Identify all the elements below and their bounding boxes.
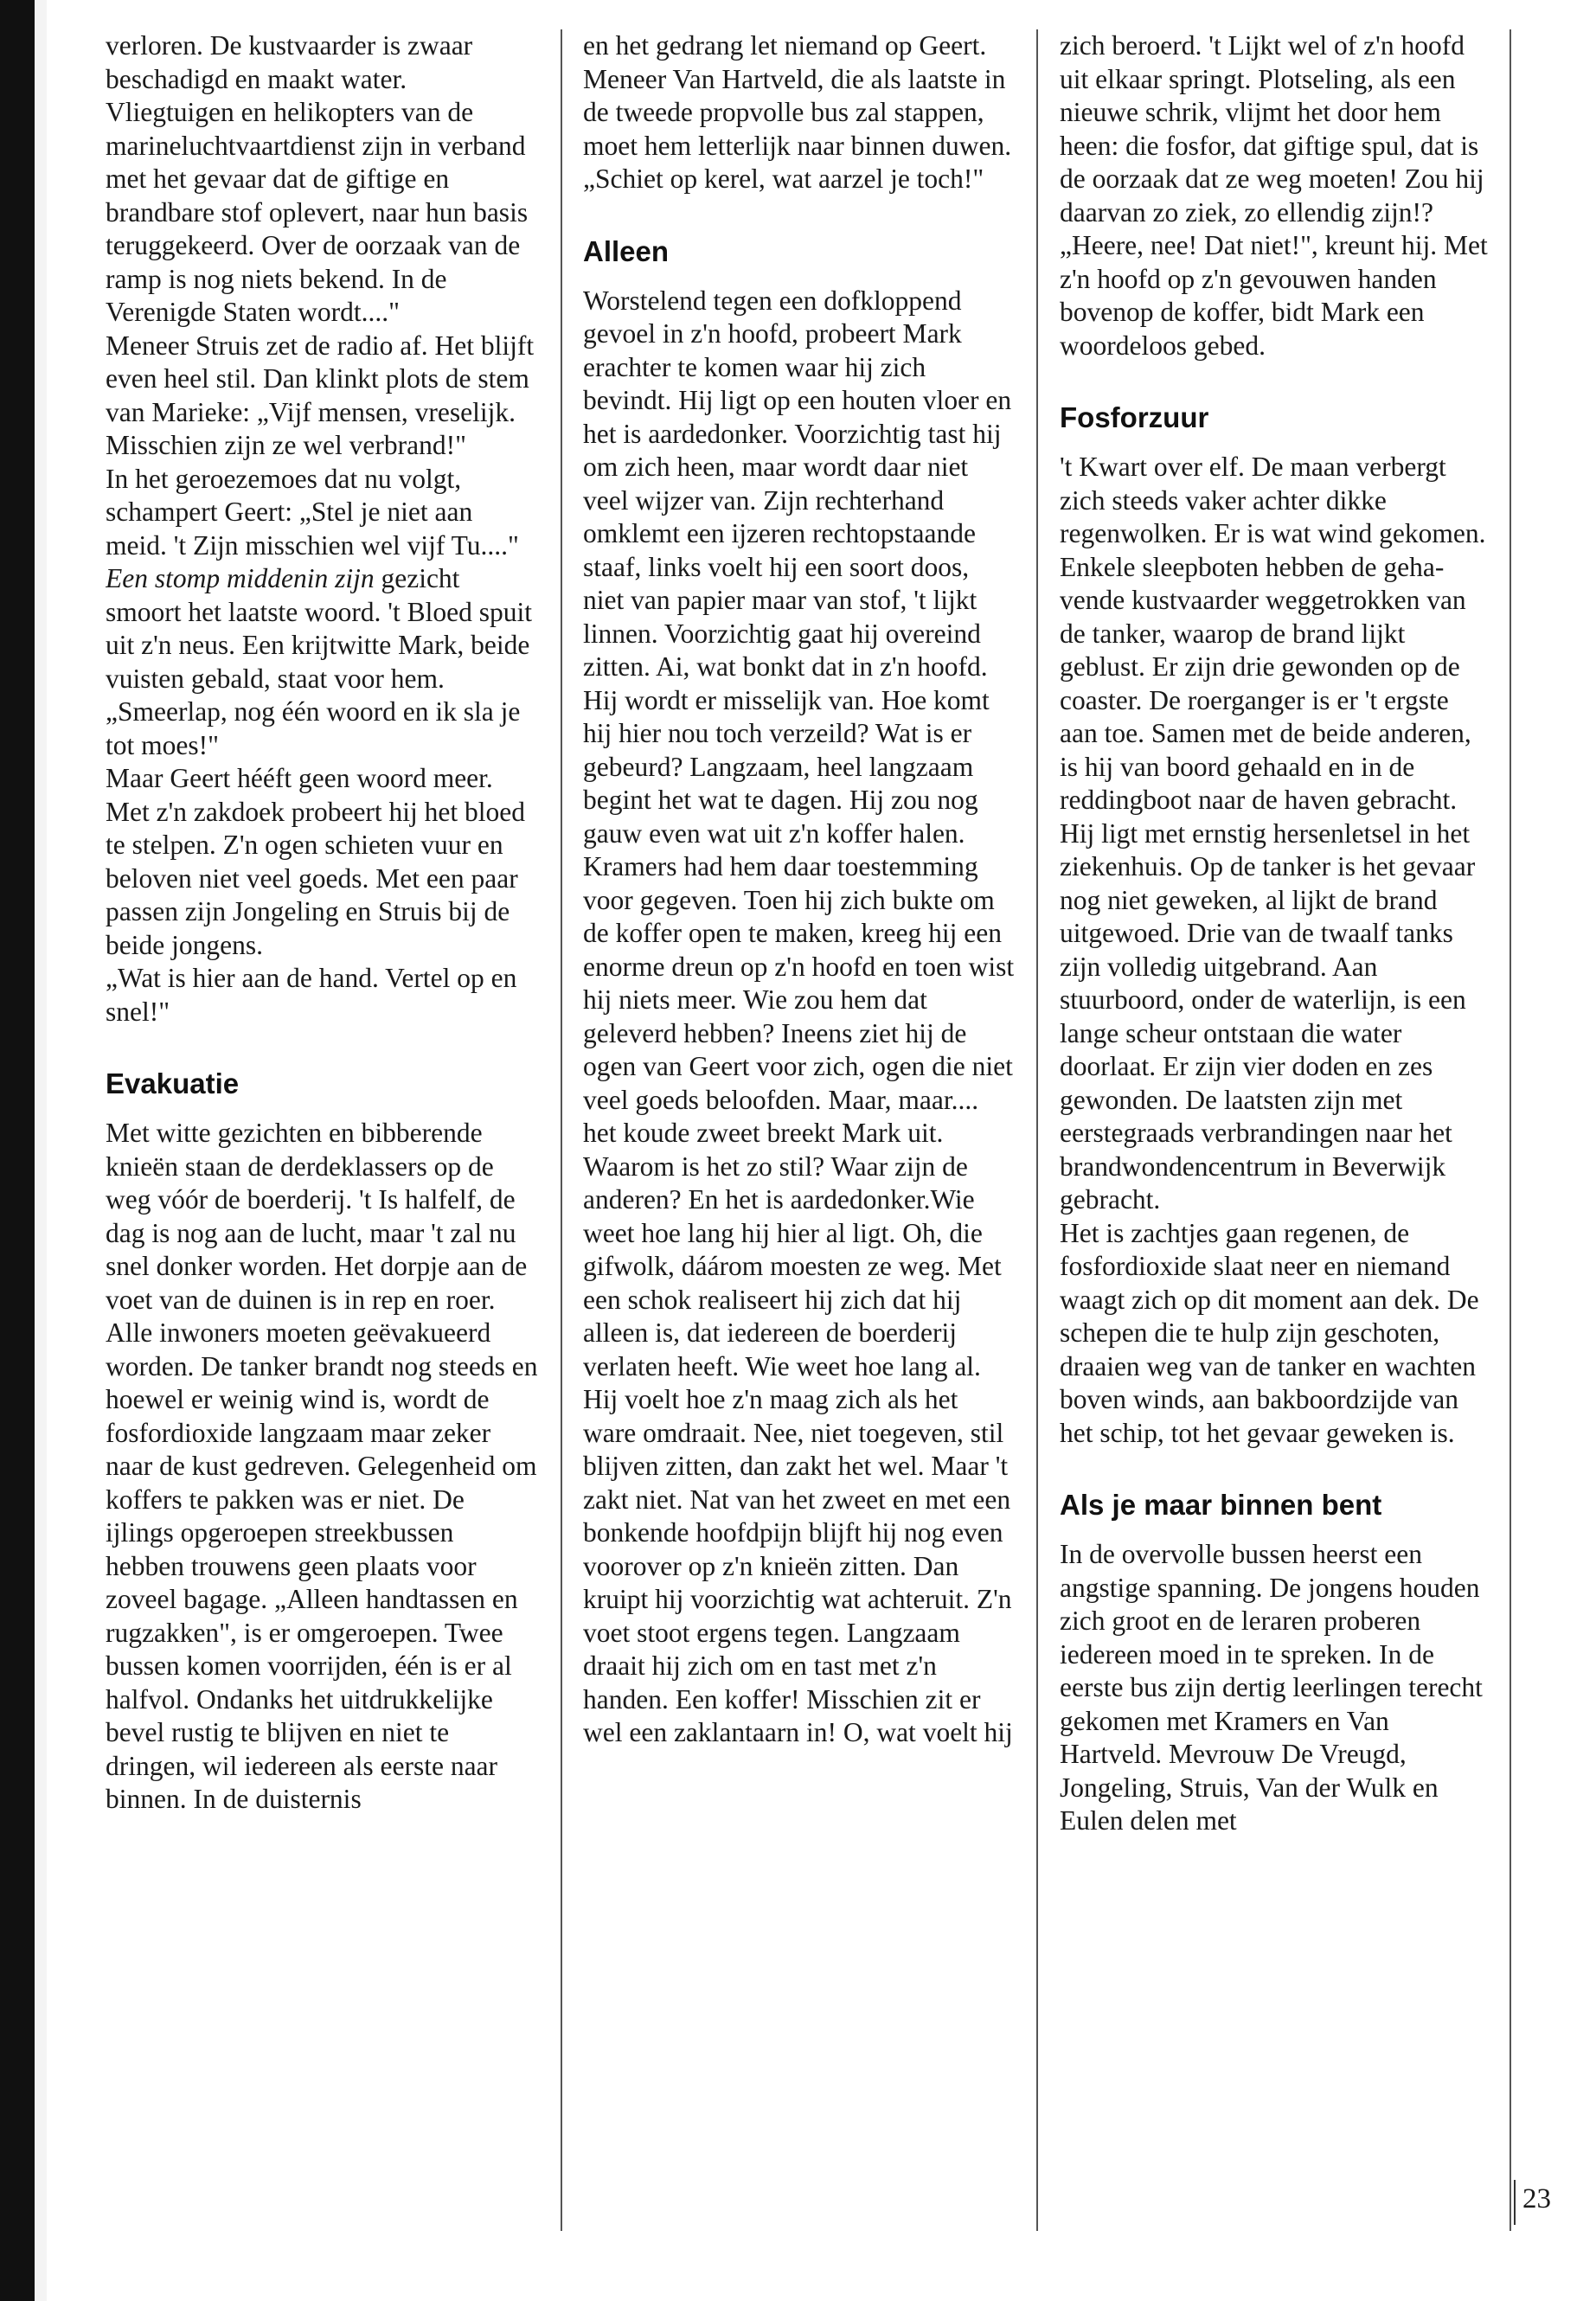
paragraph: verloren. De kustvaarder is zwaar beschadigd en maakt water. Vliegtuigen en helikopters van de marineluchtvaartdienst zijn in verband met het gevaar dat de giftige en brandbare stof oplevert, naar hun basis teruggekeerd. Over de oorzaak van de ramp is nog niets bekend. In de Verenigde Staten wordt...." — [106, 30, 529, 327]
paragraph: Maar Geert hééft geen woord meer. Met z'n zakdoek probeert hij het bloed te stelpen. Z'n ogen schieten vuur en beloven niet veel goeds. Met een paar passen zijn Jongeling en Struis bij de beide jongens. — [106, 763, 526, 960]
paragraph: In de overvolle bussen heerst een angstige spanning. De jongens houden zich groot en de leraren proberen iedereen moed in te spreken. In de eerste bus zijn dertig leerlingen terecht gekomen met Kramers en Van Hartveld. Mevrouw De Vreugd, Jongeling, Struis, Van der Wulk en Eulen delen met — [1060, 1539, 1483, 1836]
paragraph: „Wat is hier aan de hand. Vertel op en snel!" — [106, 963, 517, 1027]
paragraph: en het gedrang let niemand op Geert. Meneer Van Hartveld, die als laatste in de tweede propvolle bus zal stappen, moet hem letterlijk naar binnen duwen. — [583, 30, 1012, 161]
section-heading-alleen: Alleen — [583, 234, 670, 267]
paragraph-text: gezicht smoort het laatste woord. 't Bloed spuit uit z'n neus. Een krijtwitte Mark, beide vuisten gebald, staat voor hem. „Smeerlap, nog één woord en ik sla je tot moes!" — [106, 563, 532, 760]
section-heading-fosforzuur: Fosforzuur — [1060, 401, 1209, 433]
paragraph — [106, 562, 538, 762]
binding-edge — [0, 0, 35, 2301]
paragraph: 't Kwart over elf. De maan verbergt zich steeds vaker achter dikke regenwolken. Er is wat wind gekomen. Enkele sleepboten hebben de gehavende kustvaarder weggetrokken van de tanker, waarop de brand lijkt geblust. Er zijn drie gewonden op de coaster. De roerganger is er 't ergste aan toe. Samen met de beide anderen, is hij van boord gehaald en in de reddingboot naar de haven gebracht. Hij ligt met ernstig hersenletsel in het ziekenhuis. Op de tanker is het gevaar nog niet geweken, al lijkt de brand uitgewoed. Drie van de twaalf tanks zijn volledig uitgebrand. Aan stuurboord, onder de waterlijn, is een lange scheur ontstaan die water doorlaat. Er zijn vier doden en zes gewonden. De laatsten zijn met eerstegraads verbrandingen naar het brandwondencentrum in Beverwijk gebracht. — [1060, 452, 1486, 1215]
paragraph: zich beroerd. 't Lijkt wel of z'n hoofd uit elkaar springt. Plotseling, als een nieuwe schrik, vlijmt het door hem heen: die fosfor, dat giftige spul, dat is de oorzaak dat ze weg moeten! Zou hij daarvan zo ziek, zo ellendig zijn!? — [1060, 30, 1484, 228]
paragraph: „Schiet op kerel, wat aarzel je toch!" — [583, 163, 984, 194]
text-column-3 — [1060, 29, 1492, 2261]
page-number-rule — [1514, 2180, 1516, 2225]
paragraph: „Heere, nee! Dat niet!", kreunt hij. Met z'n hoofd op z'n gevouwen handen bovenop de koffer, bidt Mark een woordeloos gebed. — [1060, 230, 1488, 361]
paragraph: In het geroezemoes dat nu volgt, schampert Geert: „Stel je niet aan meid. 't Zijn misschien wel vijf Tu...." — [106, 463, 519, 561]
italic-text: Een stomp middenin zijn — [106, 563, 375, 593]
section-heading-evakuatie: Evakuatie — [106, 1067, 240, 1099]
column-divider — [1036, 29, 1038, 2231]
section-heading-als-je-maar-binnen-bent: Als je maar binnen bent — [1060, 1489, 1382, 1521]
binding-shadow — [35, 0, 47, 2301]
paragraph: Meneer Struis zet de radio af. Het blijft even heel stil. Dan klinkt plots de stem van Marieke: „Vijf mensen, vreselijk. Misschien zijn ze wel verbrand!" — [106, 330, 535, 460]
paragraph: Het is zachtjes gaan regenen, de fosfordioxide slaat neer en niemand waagt zich op dit moment aan dek. De schepen die te hulp zijn geschoten, draaien weg van de tanker en wachten boven winds, aan bakboordzijde van het schip, tot het gevaar geweken is. — [1060, 1217, 1479, 1448]
column-divider — [561, 29, 562, 2231]
column-divider — [1509, 29, 1511, 2231]
page-number: 23 — [1522, 2183, 1551, 2214]
text-column-2 — [583, 29, 1016, 2261]
paragraph: Worstelend tegen een dofkloppend gevoel in z'n hoofd, probeert Mark erachter te komen waar hij zich bevindt. Hij ligt op een houten vloer en het is aardedonker. Voorzichtig tast hij om zich heen, maar wordt daar niet veel wijzer van. Zijn rechterhand omklemt een ijzeren rechtopstaande staaf, links voelt hij een soort doos, niet van papier maar van stof, 't lijkt linnen. Voorzichtig gaat hij overeind zitten. Ai, wat bonkt dat in z'n hoofd. Hij wordt er misselijk van. Hoe komt hij hier nou toch verzeild? Wat is er gebeurd? Langzaam, heel langzaam begint het wat te dagen. Hij zou nog gauw even wat uit z'n koffer halen. Kramers had hem daar toestemming voor gegeven. Toen hij zich bukte om de koffer open te maken, kreeg hij een enorme dreun op z'n hoofd en toen wist hij niets meer. Wie zou hem dat geleverd hebben? Ineens ziet hij de ogen van Geert voor zich, ogen die niet veel goeds beloofden. Maar, maar.... het koude zweet breekt Mark uit. Waarom is het zo stil? Waar zijn de anderen? En het is aardedonker.Wie weet hoe lang hij hier al ligt. Oh, die gifwolk, dáárom moesten ze weg. Met een schok realiseert hij zich dat hij alleen is, dat iedereen de boerderij verlaten heeft. Wie weet hoe lang al. Hij voelt hoe z'n maag zich als het ware omdraait. Nee, niet toegeven, stil blijven zitten, dan zakt het wel. Maar 't zakt niet. Nat van het zweet en met een bonkende hoofdpijn blijft hij nog even voorover op z'n knieën zitten. Dan kruipt hij voorzichtig wat achteruit. Z'n voet stoot ergens tegen. Langzaam draait hij zich om en tast met z'n handen. Een koffer! Misschien zit er wel een zaklantaarn in! O, wat voelt hij — [583, 285, 1015, 1747]
text-column-1 — [106, 29, 538, 2261]
paragraph: Met witte gezichten en bibberende knieën staan de derdeklassers op de weg vóór de boerderij. 't Is halfelf, de dag is nog aan de lucht, maar 't zal nu snel donker worden. Het dorpje aan de voet van de duinen is in rep en roer. Alle inwoners moeten geëvakueerd worden. De tanker brandt nog steeds en hoewel er weinig wind is, wordt de fosfordioxide langzaam maar zeker naar de kust gedreven. Gelegenheid om koffers te pakken was er niet. De ijlings opgeroepen streekbussen hebben trouwens geen plaats voor zoveel bagage. „Alleen handtassen en rugzakken", is er omgeroepen. Twee bussen komen voorrijden, één is er al halfvol. Ondanks het uitdrukkelijke bevel rustig te blijven en niet te dringen, wil iedereen als eerste naar binnen. In de duisternis — [106, 1118, 538, 1814]
